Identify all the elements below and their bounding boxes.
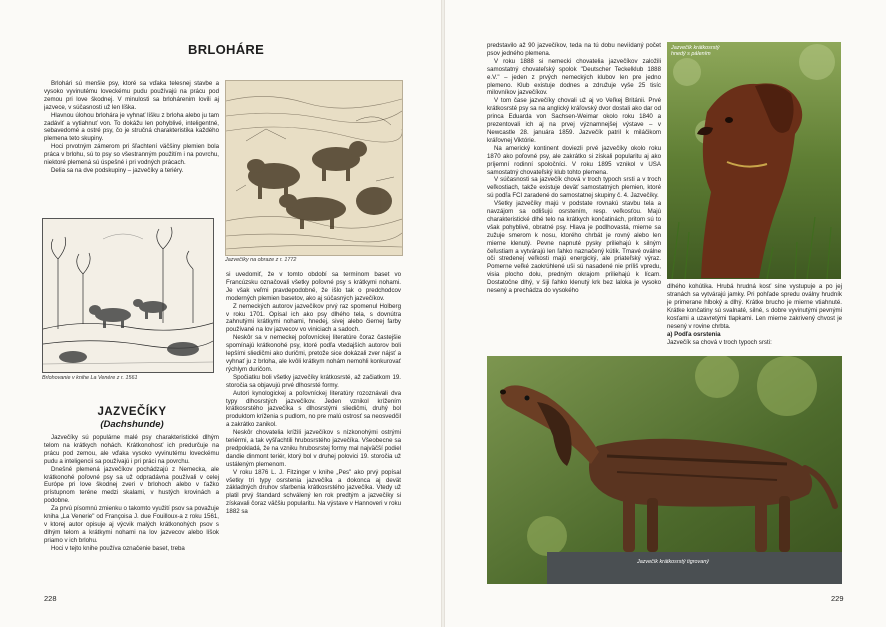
paragraph: Brlohári sú menšie psy, ktoré sa vďaka telesnej stavbe a vysoko vyvinutému loveckému pudu používajú na prácu pod zemou pri love škodnej. V minulosti sa brlohárenim lovili aj jazvece, v súčasnosti už len líška. bbox=[44, 80, 219, 111]
paragraph: Všetky jazvečíky majú v podstate rovnakú stavbu tela a navzájom sa odlišujú osrstením, resp. veľkosťou. Majú charakteristické dlhé telo na krátkych končatinách, pritom sú to však pohyblivé, obratné psy. Hlava je podlhovastá, mierne sa zužuje smerom k nosu, ktorého chrbát je rovný alebo len mierne klenutý. Pevne napnuté pysky priliehajú k silným čeľustiam a vytvárajú len ľahko naznačený kútik. Tmavé oválne oči stredenej veľkosti majú energický, ale priateľský výraz. Pomerne veľké zaokrúhlené uši sú nasadené nie príliš vpredu, visia plocho dolu, predným okrajom priliehajú k lícam. Dostatočne dlhý, v šiji ľahko klenutý krk bez laloka je vysoko nesený a prechádza do vysokého bbox=[487, 200, 661, 295]
column-two-text bbox=[667, 283, 842, 355]
paragraph: si uvedomiť, že v tomto období sa termínom baset vo Francúzsku označovali všetky poľovné psy s krátkymi nohami. Je však veľmi pravdepodobné, že išlo tak o predchodcov moderných plemien basetov, ako aj súčasných jazvečíkov. bbox=[226, 271, 401, 302]
paragraph: V roku 1888 si nemecki chovatelia jazvečíkov založili samostatný chovateľský spolok "Deutscher Teckelklub 1888 e.V." – jeden z prvých nemeckých klubov len pre jedno plemeno. Klub existuje dodnes a združuje vyše 25 tisíc milovníkov jazvečíkov. bbox=[487, 57, 661, 97]
dachshund-photo bbox=[487, 356, 842, 584]
figure-caption: Brlohovanie v knihe La Venére z r. 1561 bbox=[42, 375, 138, 381]
paragraph: V tom čase jazvečíky chovali už aj vo Veľkej Británii. Prvé krátkosrsté psy sa na anglický kráľovský dvor dostali ako dar od princa Eduarda von Sachsen-Weimar okolo roku 1840 a prezentovali ich aj na prvej významnejšej výstave – v Newcastle 28. januára 1859. Jazvečík patril k miláčikom kráľovnej Viktórie. bbox=[487, 97, 661, 144]
paragraph: Hlavnou úlohou brlohára je vyhnať líšku z brloha alebo ju tam zadáviť a vytiahnuť von. To dokážu len pohyblivé, inteligentné, sebavedomé a ostré psy, čo je stručná charakteristika každého plemena teto skupiny. bbox=[44, 111, 219, 143]
paragraph: Autori kynologickej a poľovníckej literatúry rozoznávali dva typy dlhosrstých jazvečíkov. Jeden vznikol krížením krátkosrstého jazvečíka s dlhosrstými sliedičmi, druhý bol produktom kríženia s pudlom, no pre malú ostrosť sa neosvedčil a zakrátko zanikol. bbox=[226, 389, 401, 429]
paragraph: Jazvečík sa chová v troch typoch srsti: bbox=[667, 339, 772, 347]
section-title: JAZVEČÍKY bbox=[97, 406, 167, 418]
photo-caption: Jazvečík krátkosrstý hnedý s pálením bbox=[671, 45, 720, 58]
section-text bbox=[44, 434, 219, 586]
paragraph: Jazvečíky sú populárne malé psy charakteristické dlhým telom na krátkych nohách. Krátkonohosť ich predurčuje na prácu pod zemou, ale vďaka vysoko vyvinutému loveckému pudu a inteligencii sa používajú i pri práci na povrchu. bbox=[44, 434, 219, 465]
paragraph: Spočiatku boli všetky jazvečíky krátkosrsté, až začiatkom 19. storočia sa objavujú prvé dlhosrsté formy. bbox=[226, 373, 401, 389]
intro-text bbox=[44, 80, 219, 210]
paragraph: Delia sa na dve podskupiny – jazvečíky a teriéry. bbox=[51, 166, 184, 174]
engraving-dachshunds-1772 bbox=[225, 80, 403, 256]
column-two-text bbox=[226, 271, 401, 587]
photo-brown-dachshund bbox=[667, 42, 841, 279]
dachshund-photo bbox=[667, 42, 841, 279]
page-number: 228 bbox=[44, 594, 57, 603]
section-subtitle: (Dachshunde) bbox=[100, 419, 164, 430]
paragraph: V súčasnosti sa jazvečík chová v troch typoch srsti a v troch veľkostiach, takže existuje deväť samostatných plemien, ktoré sú podľa FCI zaradené do samostatnej skupiny č. 4. Jazvečíky. bbox=[487, 176, 661, 200]
figure-caption: Jazvečíky na obraze z r. 1772 bbox=[225, 257, 297, 263]
paragraph: Z nemeckých autorov jazvečíkov prvý raz spomenul Holberg v roku 1701. Opísal ich ako psy dlhého tela, s dovnútra zahnutými krátkymi nohami, hnedej, sivej alebo čiernej farby používané na lov jazvecov vo viniciach a sadoch. bbox=[226, 302, 401, 334]
paragraph: dlhého kohútika. Hrubá hrudná kosť síne vystupuje a po jej stranách sa vytvárajú jamky. Pri pohľade spredu oválny hrudník je primerane hlboký a dlhý. Krátke brucho je mierne vtiahnuté. Krátke končatiny sú svalnaté, silné, s dobre vyvinutými pevnými kosťami a uzavretými tlapkami. Len mierne zakrivený chvost je nesený v rovine chrbta. bbox=[667, 283, 842, 330]
paragraph: Za prvú písomnú zmienku o takomto využití psov sa považuje kniha „La Venerie" od Françoisa J. due Fouilloux-a z roku 1561, v ktorej autor opisuje aj výcvik malých krátkonohých psov s dlhým telom a krátkymi nohami na lov jazvecov alebo líšok priamo v ich brlohu. bbox=[44, 505, 219, 544]
column-one-text bbox=[487, 42, 661, 356]
photo-caption: Jazvečík krátkosrstý tigrovaný bbox=[637, 559, 709, 565]
paragraph: Na americký kontinent doviezli prvé jazvečíky okolo roku 1870 ako poľovné psy, ale zakrátko si získali popularitu aj ako príjemní rodinní spoločníci. V roku 1895 vznikol v USA samostatný chovateľský klub tohto plemena. bbox=[487, 144, 661, 176]
woodcut-illustration bbox=[43, 219, 213, 372]
photo-brindle-dachshund bbox=[487, 356, 842, 584]
section-heading bbox=[44, 405, 220, 431]
paragraph: Hoci v tejto knihe používa označenie baset, treba bbox=[51, 544, 185, 552]
page-number: 229 bbox=[831, 594, 844, 603]
paragraph: Dnešné plemená jazvečíkov pochádzajú z Nemecka, ale krátkonohé poľovné psy sa už odpradávna používali v celej Európe pri love škodnej zveri v brlohoch alebo v ťažko prístupnom teréne medzi skalami, v hustých krovinách a podobne. bbox=[44, 465, 219, 505]
engraving-illustration bbox=[226, 81, 402, 255]
subheading: a) Podľa osrstenia bbox=[667, 331, 721, 339]
paragraph: Neskôr sa v nemeckej poľovníckej literatúre čoraz častejšie spomínajú krátkonohé psy, ktoré podľa vtedajších autorov boli lepšími sliedičmi ako duričmi, pretože sice dokázali zver nájsť a vyhnať ju z brloha, ale kvôli krátkym nohám nemohli konkurovať rýchlym duričom. bbox=[226, 334, 401, 373]
left-page bbox=[0, 0, 441, 627]
woodcut-la-venerie-1561 bbox=[42, 218, 214, 373]
paragraph: V roku 1876 L. J. Fitzinger v knihe „Pes" ako prvý popísal všetky tri typy osrstenia jazvečíka a dokonca aj devät základných druhov sfarbenia krátkosrstého jazvečíka. Vtedy už platil prvý štandard schválený len rok predtým a jazvečíky si získavali čoraz väčšiu popularitu. Na výstave v Hannoveri v roku 1882 sa bbox=[226, 468, 401, 516]
right-page bbox=[445, 0, 886, 627]
paragraph: predstavilo až 90 jazvečíkov, teda na tú dobu neviídaný počet psov jedného plemena. bbox=[487, 42, 661, 57]
paragraph: Hoci prvotným zámerom pri šľachtení väčšiny plemien bola práca v brlohu, sú to psy so všestranným použitím i na povrchu, niektoré plemená sú úspešné i pri vodných prácach. bbox=[44, 143, 219, 167]
chapter-title: BRLOHÁRE bbox=[188, 42, 265, 57]
paragraph: Neskôr chovatelia krížili jazvečíkov s nízkonohými ostrými teriérmi, a tak vyšľachtili hrubosrstého jazvečíka. Všeobecne sa predpokladá, že na vzniku hrubosrstej formy mal najväčší podiel dandie dinmont teriér, ktorý bol v druhej polovici 19. storočia už ustáleným plemenom. bbox=[226, 429, 401, 468]
